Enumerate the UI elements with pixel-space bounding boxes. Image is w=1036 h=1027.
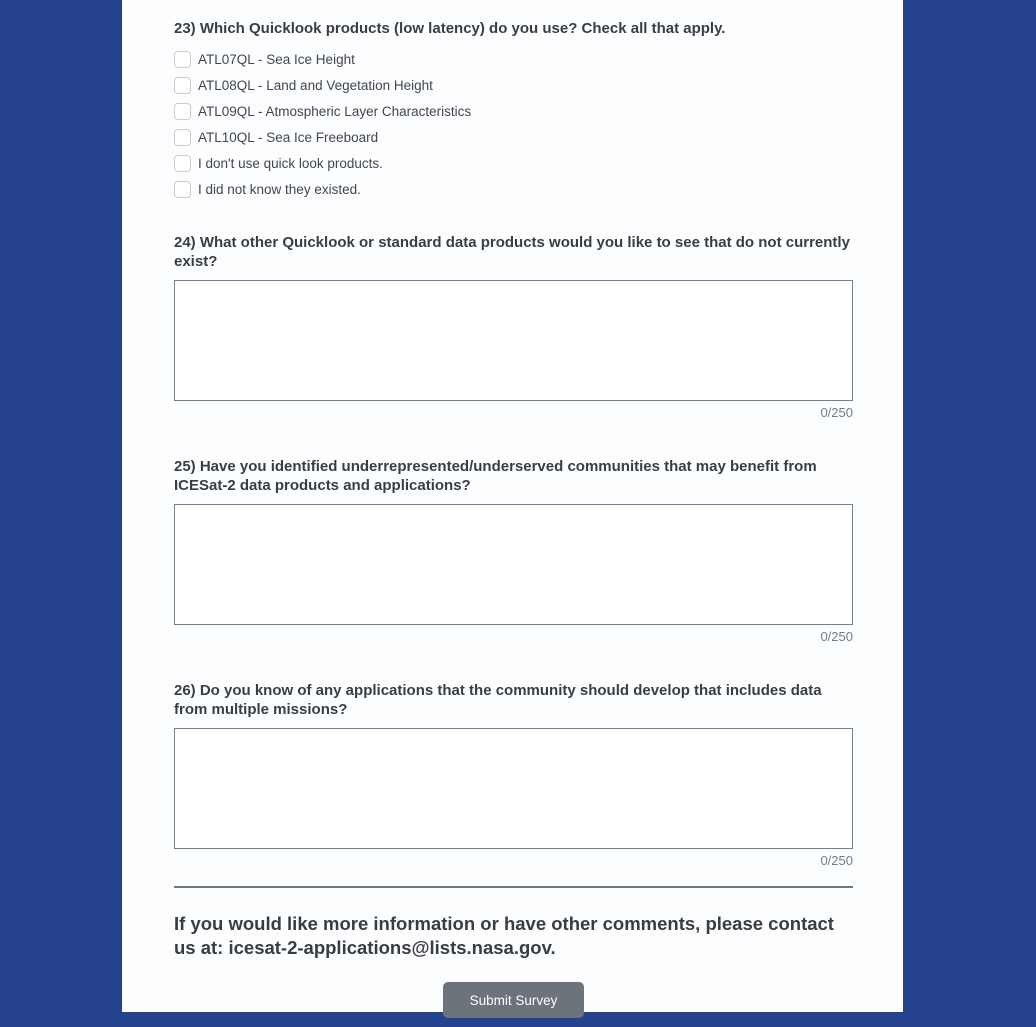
question-25-title: 25) Have you identified underrepresented/underserved communities that may benefit from ICESat-2 data products and applications? <box>174 458 817 494</box>
question-24-char-counter: 0/250 <box>820 405 853 420</box>
checkbox-icon[interactable] <box>174 155 191 172</box>
question-26-textarea[interactable] <box>174 728 853 849</box>
checkbox-icon[interactable] <box>174 129 191 146</box>
question-25-textarea[interactable] <box>174 504 853 625</box>
checkbox-option-did-not-know[interactable] <box>174 181 853 198</box>
survey-panel <box>122 0 903 1012</box>
checkbox-icon[interactable] <box>174 181 191 198</box>
survey-content <box>122 0 903 1018</box>
question-23-options <box>174 51 853 198</box>
contact-info-text: If you would like more information or have other comments, please contact us at: icesat-2-applications@lists.nasa.gov. <box>174 913 834 958</box>
checkbox-label[interactable]: ATL08QL - Land and Vegetation Height <box>198 78 433 93</box>
checkbox-icon[interactable] <box>174 77 191 94</box>
submit-survey-button[interactable]: Submit Survey <box>443 982 584 1018</box>
checkbox-option-atl09ql[interactable] <box>174 103 853 120</box>
question-26-char-counter: 0/250 <box>820 853 853 868</box>
checkbox-option-atl07ql[interactable] <box>174 51 853 68</box>
footer-divider <box>174 886 853 888</box>
submit-row <box>174 982 853 1018</box>
checkbox-label[interactable]: ATL07QL - Sea Ice Height <box>198 52 355 67</box>
checkbox-icon[interactable] <box>174 51 191 68</box>
question-25-char-counter: 0/250 <box>820 629 853 644</box>
question-24-textarea[interactable] <box>174 280 853 401</box>
checkbox-label[interactable]: I did not know they existed. <box>198 182 361 197</box>
checkbox-label[interactable]: ATL09QL - Atmospheric Layer Characteristics <box>198 104 472 119</box>
checkbox-icon[interactable] <box>174 103 191 120</box>
checkbox-option-atl10ql[interactable] <box>174 129 853 146</box>
checkbox-label[interactable]: ATL10QL - Sea Ice Freeboard <box>198 130 379 145</box>
question-23-title: 23) Which Quicklook products (low latency) do you use? Check all that apply. <box>174 20 726 37</box>
question-24-title: 24) What other Quicklook or standard data products would you like to see that do not currently exist? <box>174 234 850 270</box>
question-26-title: 26) Do you know of any applications that the community should develop that includes data from multiple missions? <box>174 682 822 718</box>
checkbox-option-dont-use[interactable] <box>174 155 853 172</box>
checkbox-label[interactable]: I don't use quick look products. <box>198 156 383 171</box>
checkbox-option-atl08ql[interactable] <box>174 77 853 94</box>
